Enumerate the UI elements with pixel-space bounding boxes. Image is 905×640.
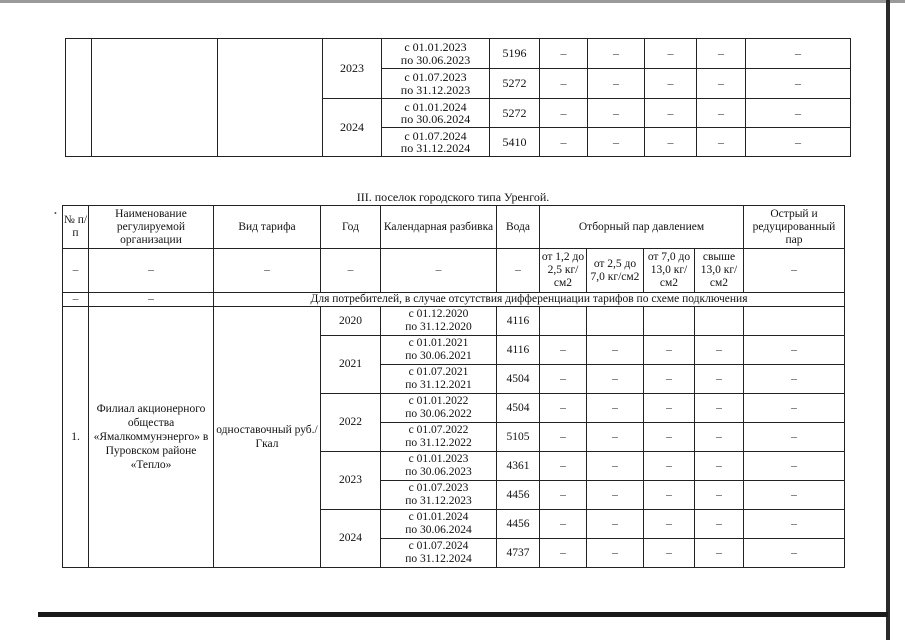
period-start: с 01.01.2021 bbox=[408, 337, 469, 349]
dash-cell: – bbox=[645, 99, 697, 128]
empty-cell bbox=[695, 307, 744, 336]
dash-cell: – bbox=[540, 336, 587, 365]
steam-range-3: от 7,0 до 13,0 кг/см2 bbox=[644, 249, 695, 293]
period-end: по 30.06.2021 bbox=[405, 350, 472, 362]
period-end: по 30.06.2023 bbox=[405, 466, 472, 478]
dash-cell: – bbox=[540, 481, 587, 510]
water-cell: 4116 bbox=[497, 336, 540, 365]
note-row bbox=[63, 293, 845, 307]
header-org: Наименование регулируемой организации bbox=[89, 206, 214, 249]
dash-cell: – bbox=[588, 128, 645, 157]
dash-cell: – bbox=[695, 539, 744, 568]
period-cell bbox=[381, 394, 497, 423]
period-end: по 31.12.2023 bbox=[405, 495, 472, 507]
dash-cell: – bbox=[588, 39, 645, 69]
dash-cell: – bbox=[644, 365, 695, 394]
dash-cell: – bbox=[644, 336, 695, 365]
dash-cell: – bbox=[695, 510, 744, 539]
water-cell: 4116 bbox=[497, 307, 540, 336]
empty-cell bbox=[644, 307, 695, 336]
period-cell: с 01.01.2023 по 30.06.2023 bbox=[382, 39, 490, 69]
section-title: III. поселок городского типа Уренгой. bbox=[356, 190, 550, 204]
continuation-table bbox=[65, 38, 851, 157]
water-cell: 4456 bbox=[497, 481, 540, 510]
dash-cell: – bbox=[697, 69, 746, 99]
water-cell: 4737 bbox=[497, 539, 540, 568]
dash-cell: – bbox=[744, 365, 845, 394]
header-water: Вода bbox=[497, 206, 540, 249]
entry-org: Филиал акционерного общества «Ямалкоммунэнерго» в Пуровском районе «Тепло» bbox=[89, 307, 214, 568]
org-cell bbox=[92, 39, 218, 157]
period-cell bbox=[381, 510, 497, 539]
period-cell: с 01.01.2024 по 30.06.2024 bbox=[382, 99, 490, 128]
dash-cell: – bbox=[540, 365, 587, 394]
dash-cell: – bbox=[588, 99, 645, 128]
dash-cell: – bbox=[746, 69, 851, 99]
dash-cell: – bbox=[744, 394, 845, 423]
dash-cell: – bbox=[89, 249, 214, 293]
dash-cell: – bbox=[746, 99, 851, 128]
dash-cell: – bbox=[695, 365, 744, 394]
dash-cell: – bbox=[645, 39, 697, 69]
water-cell: 4456 bbox=[497, 510, 540, 539]
dash-cell: – bbox=[214, 249, 321, 293]
period-start: с 01.01.2022 bbox=[408, 395, 469, 407]
dash-cell: – bbox=[587, 365, 644, 394]
period-cell: с 01.07.2023 по 31.12.2023 bbox=[382, 69, 490, 99]
dash-cell: – bbox=[695, 481, 744, 510]
dash-cell: – bbox=[644, 423, 695, 452]
steam-range-1: от 1,2 до 2,5 кг/см2 bbox=[540, 249, 587, 293]
period-start: с 01.07.2022 bbox=[408, 424, 469, 436]
period-start: с 01.12.2020 bbox=[408, 308, 469, 320]
period-end: по 30.06.2024 bbox=[405, 524, 472, 536]
period-cell bbox=[381, 365, 497, 394]
water-cell: 5272 bbox=[490, 99, 540, 128]
dash-cell: – bbox=[588, 69, 645, 99]
period-start: с 01.07.2024 bbox=[408, 540, 469, 552]
header-tariff-type: Вид тарифа bbox=[214, 206, 321, 249]
empty-cell bbox=[587, 307, 644, 336]
dash-cell: – bbox=[587, 539, 644, 568]
dash-cell: – bbox=[695, 394, 744, 423]
year-cell: 2022 bbox=[321, 394, 381, 452]
dash-cell: – bbox=[587, 452, 644, 481]
dash-cell: – bbox=[644, 394, 695, 423]
period-cell bbox=[381, 452, 497, 481]
period-start: с 01.01.2024 bbox=[408, 511, 469, 523]
water-cell: 5196 bbox=[490, 39, 540, 69]
dash-cell: – bbox=[697, 128, 746, 157]
empty-cell bbox=[540, 307, 587, 336]
dash-cell: – bbox=[744, 336, 845, 365]
dash-cell: – bbox=[63, 293, 89, 307]
water-cell: 4504 bbox=[497, 394, 540, 423]
dash-cell: – bbox=[697, 99, 746, 128]
period-end: по 31.12.2024 bbox=[405, 553, 472, 565]
dash-cell: – bbox=[587, 481, 644, 510]
empty-cell bbox=[744, 307, 845, 336]
dash-cell: – bbox=[744, 539, 845, 568]
header-steam: Отборный пар давлением bbox=[540, 206, 744, 249]
dash-cell: – bbox=[587, 336, 644, 365]
tariff-row bbox=[63, 307, 845, 336]
dash-cell: – bbox=[540, 128, 588, 157]
scan-edge-bottom bbox=[38, 612, 888, 617]
period-cell bbox=[381, 539, 497, 568]
dash-cell: – bbox=[540, 510, 587, 539]
steam-range-2: от 2,5 до 7,0 кг/см2 bbox=[587, 249, 644, 293]
dash-cell: – bbox=[540, 452, 587, 481]
period-cell bbox=[381, 481, 497, 510]
dash-cell: – bbox=[644, 481, 695, 510]
dash-cell: – bbox=[89, 293, 214, 307]
header-num: № п/п bbox=[63, 206, 89, 249]
period-cell: с 01.07.2024 по 31.12.2024 bbox=[382, 128, 490, 157]
header-row bbox=[63, 206, 845, 249]
period-start: с 01.01.2023 bbox=[408, 453, 469, 465]
period-end: по 31.12.2021 bbox=[405, 379, 472, 391]
period-end: по 31.12.2020 bbox=[405, 321, 472, 333]
water-cell: 5410 bbox=[490, 128, 540, 157]
entry-num: 1. bbox=[63, 307, 89, 568]
header-sharp-steam: Острый и редуцированный пар bbox=[744, 206, 845, 249]
dash-cell: – bbox=[540, 69, 588, 99]
scan-speck: • bbox=[54, 209, 57, 218]
dash-cell: – bbox=[744, 510, 845, 539]
tariff-cell bbox=[218, 39, 323, 157]
period-cell bbox=[381, 336, 497, 365]
dash-cell: – bbox=[63, 249, 89, 293]
dash-cell: – bbox=[744, 249, 845, 293]
tariff-table bbox=[62, 205, 845, 568]
header-calendar: Календарная разбивка bbox=[381, 206, 497, 249]
consumers-note: Для потребителей, в случае отсутствия дифференциации тарифов по схеме подключения bbox=[214, 293, 845, 307]
period-start: с 01.07.2023 bbox=[408, 482, 469, 494]
year-cell: 2023 bbox=[321, 452, 381, 510]
dash-cell: – bbox=[744, 452, 845, 481]
dash-cell: – bbox=[645, 69, 697, 99]
dash-cell: – bbox=[746, 128, 851, 157]
water-cell: 4504 bbox=[497, 365, 540, 394]
period-start: с 01.07.2021 bbox=[408, 366, 469, 378]
dash-cell: – bbox=[587, 510, 644, 539]
num-cell bbox=[66, 39, 92, 157]
steam-range-4: свыше 13,0 кг/см2 bbox=[695, 249, 744, 293]
dash-cell: – bbox=[321, 249, 381, 293]
dash-cell: – bbox=[540, 99, 588, 128]
dash-cell: – bbox=[645, 128, 697, 157]
dash-cell: – bbox=[540, 539, 587, 568]
dash-cell: – bbox=[744, 423, 845, 452]
period-cell bbox=[381, 423, 497, 452]
period-end: по 30.06.2022 bbox=[405, 408, 472, 420]
period-end: по 31.12.2022 bbox=[405, 437, 472, 449]
scan-edge-right bbox=[886, 0, 890, 640]
year-cell: 2021 bbox=[321, 336, 381, 394]
dash-cell: – bbox=[746, 39, 851, 69]
dash-cell: – bbox=[695, 452, 744, 481]
dash-cell: – bbox=[695, 336, 744, 365]
dash-cell: – bbox=[644, 539, 695, 568]
year-cell: 2024 bbox=[323, 99, 382, 157]
water-cell: 4361 bbox=[497, 452, 540, 481]
scan-edge-top bbox=[0, 0, 905, 3]
dash-cell: – bbox=[587, 394, 644, 423]
dash-cell: – bbox=[644, 452, 695, 481]
header-year: Год bbox=[321, 206, 381, 249]
water-cell: 5105 bbox=[497, 423, 540, 452]
period-cell bbox=[381, 307, 497, 336]
entry-tariff: одноставочный руб./Гкал bbox=[214, 307, 321, 568]
dash-cell: – bbox=[540, 39, 588, 69]
dash-cell: – bbox=[497, 249, 540, 293]
water-cell: 5272 bbox=[490, 69, 540, 99]
dash-cell: – bbox=[644, 510, 695, 539]
dash-cell: – bbox=[381, 249, 497, 293]
year-cell: 2023 bbox=[323, 39, 382, 99]
dash-cell: – bbox=[540, 394, 587, 423]
dash-cell: – bbox=[540, 423, 587, 452]
year-cell: 2020 bbox=[321, 307, 381, 336]
dash-cell: – bbox=[587, 423, 644, 452]
dash-cell: – bbox=[697, 39, 746, 69]
year-cell: 2024 bbox=[321, 510, 381, 568]
dash-cell: – bbox=[695, 423, 744, 452]
subheader-row bbox=[63, 249, 845, 293]
dash-cell: – bbox=[744, 481, 845, 510]
